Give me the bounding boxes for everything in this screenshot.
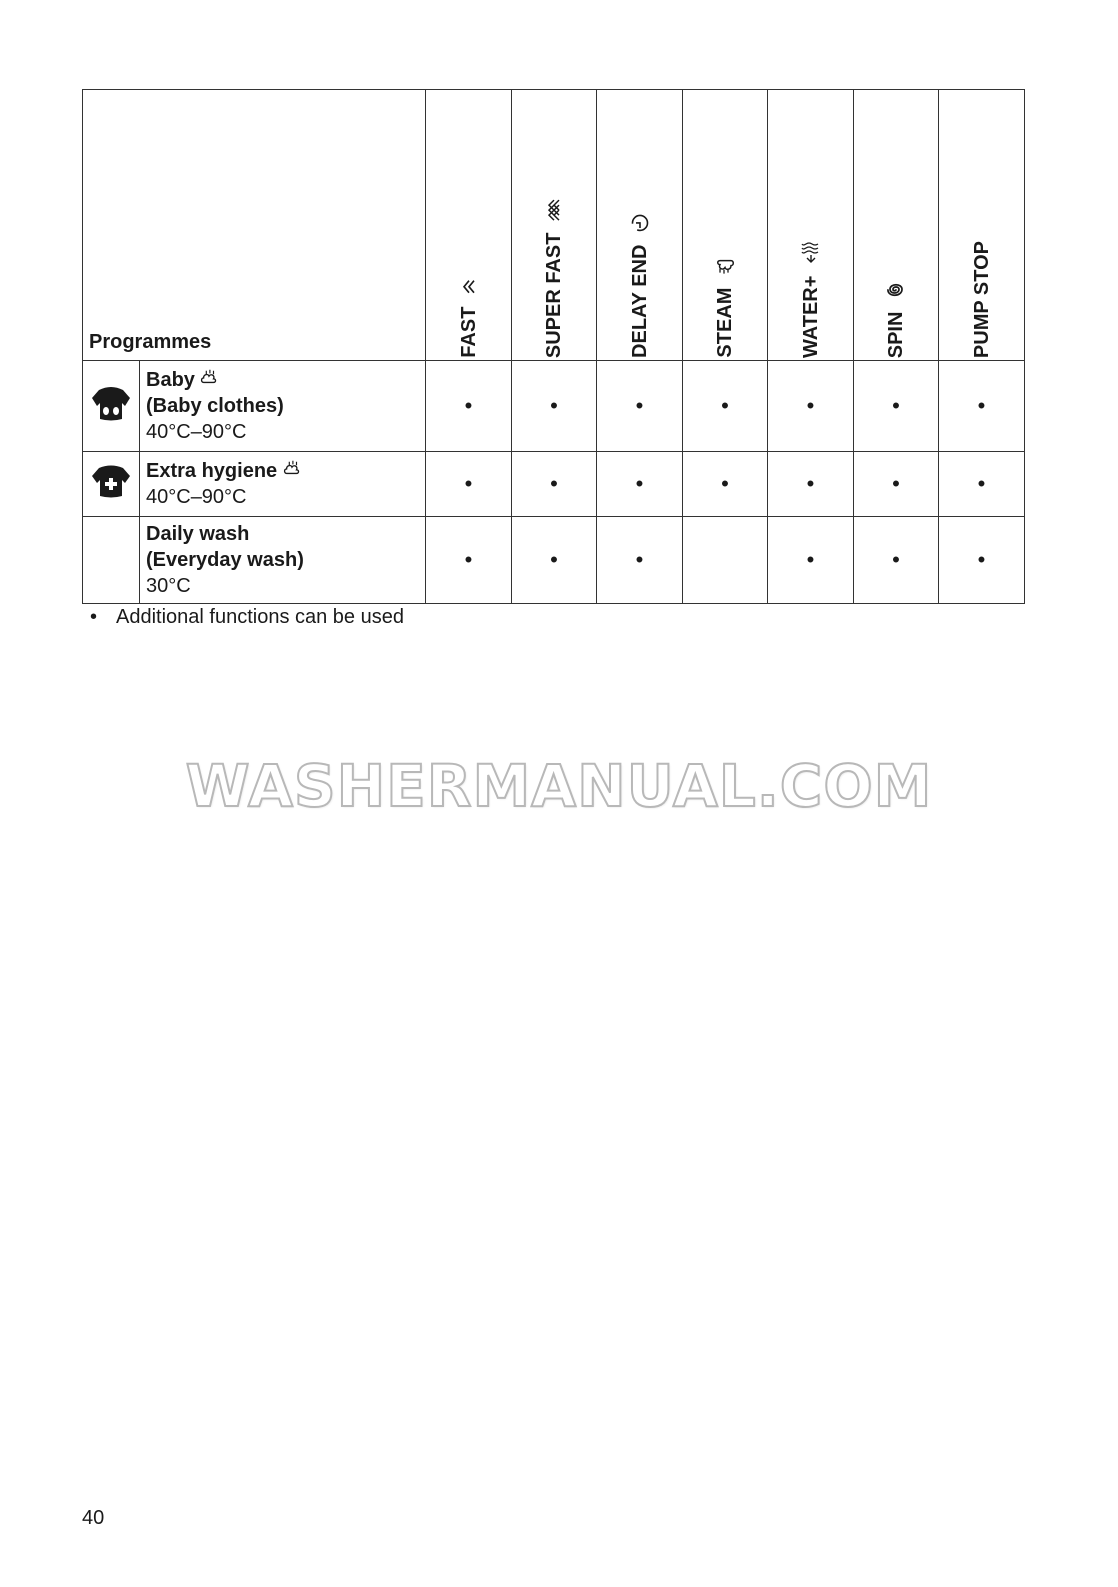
option-mark: •: [597, 361, 683, 452]
column-label: SUPER FAST: [543, 232, 565, 358]
option-mark: •: [768, 361, 854, 452]
page-number: 40: [82, 1507, 105, 1529]
super-fast-chevrons-icon: [547, 199, 561, 221]
option-mark: •: [426, 361, 512, 452]
column-label: WATER+: [799, 275, 822, 358]
programme-temperature: 30°C: [146, 575, 191, 597]
steam-cloud-icon: [715, 256, 735, 276]
programme-subtitle: (Baby clothes): [146, 395, 284, 417]
footnote: [90, 606, 404, 629]
option-mark: •: [597, 517, 683, 604]
programme-name-cell: [140, 361, 426, 452]
option-mark: •: [854, 361, 939, 452]
table-row: [83, 517, 1025, 604]
column-label: STEAM: [714, 288, 736, 358]
fast-chevrons-icon: [462, 279, 476, 295]
option-mark: [683, 517, 768, 604]
option-mark: •: [939, 361, 1025, 452]
column-label: DELAY END: [628, 244, 651, 358]
programmes-table: [82, 89, 1025, 604]
programme-name-cell: [140, 452, 426, 517]
programme-temperature: 40°C–90°C: [146, 486, 247, 508]
steam-symbol-icon: [283, 459, 301, 477]
column-label: FAST: [457, 306, 480, 358]
programme-temperature: 40°C–90°C: [146, 421, 247, 443]
spin-spiral-icon: [885, 278, 907, 300]
steam-symbol-icon: [200, 368, 218, 386]
column-header-steam: [683, 90, 768, 361]
option-mark: •: [683, 452, 768, 517]
programme-name: Extra hygiene: [146, 460, 278, 482]
programme-icon-cell: [83, 452, 140, 517]
column-label: PUMP STOP: [970, 240, 993, 358]
programme-icon-cell: [83, 517, 140, 604]
option-mark: •: [939, 517, 1025, 604]
option-mark: •: [426, 517, 512, 604]
column-header-fast: [426, 90, 512, 361]
table-header-row: [83, 90, 1025, 361]
column-header-pump-stop: [939, 90, 1025, 361]
programme-name: Daily wash: [146, 523, 250, 545]
water-plus-icon: [801, 242, 821, 264]
option-mark: •: [512, 517, 597, 604]
option-mark: •: [854, 452, 939, 517]
column-label: SPIN: [885, 311, 907, 358]
table-row: [83, 452, 1025, 517]
programme-subtitle: (Everyday wash): [146, 549, 304, 571]
programmes-header: Programmes: [83, 90, 426, 361]
programme-name-cell: [140, 517, 426, 604]
option-mark: •: [854, 517, 939, 604]
watermark: WASHERMANUAL.COM: [185, 752, 933, 820]
delay-clock-icon: [630, 213, 650, 233]
programme-name: Baby: [146, 369, 195, 391]
table-row: [83, 361, 1025, 452]
programme-icon-cell: [83, 361, 140, 452]
column-header-spin: [854, 90, 939, 361]
option-mark: •: [768, 517, 854, 604]
option-mark: •: [768, 452, 854, 517]
option-mark: •: [683, 361, 768, 452]
option-mark: •: [939, 452, 1025, 517]
option-mark: •: [512, 361, 597, 452]
hygiene-shirt-icon: [91, 464, 131, 500]
option-mark: •: [426, 452, 512, 517]
option-mark: •: [512, 452, 597, 517]
column-header-delay-end: [597, 90, 683, 361]
column-header-water-plus: [768, 90, 854, 361]
baby-shirt-icon: [91, 384, 131, 424]
footnote-text: Additional functions can be used: [116, 606, 404, 628]
footnote-bullet: •: [90, 606, 98, 628]
column-header-super-fast: [512, 90, 597, 361]
option-mark: •: [597, 452, 683, 517]
